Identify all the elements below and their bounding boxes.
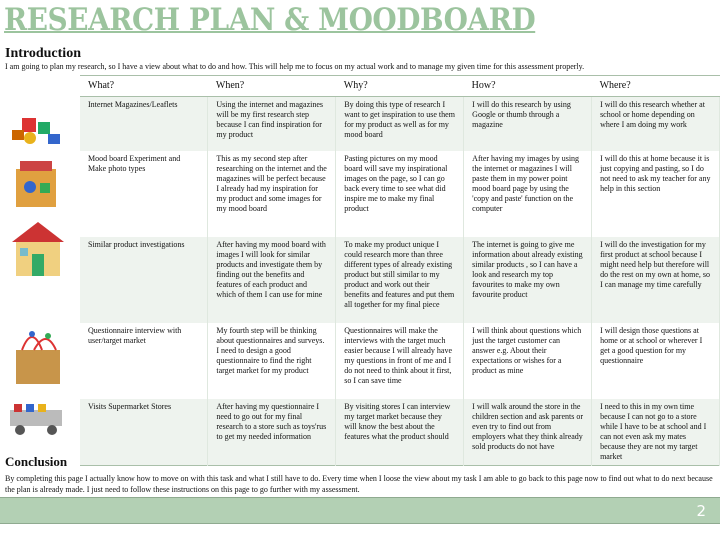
cell-why: By visiting stores I can interview my target market because they will know the best about the features what the product should: [336, 399, 464, 466]
cell-how: I will walk around the store in the children section and ask parents or even try to find out from employers what they think already sold products do not have: [464, 399, 592, 466]
cell-when: After having my questionnaire I need to go out for my final research to a store such as toys'rus to get my needed information: [208, 399, 336, 466]
page-title: RESEARCH PLAN & MOODBOARD: [4, 2, 536, 38]
page-number: 2: [696, 502, 706, 520]
cell-what: Similar product investigations: [80, 237, 208, 323]
table-row: [80, 237, 720, 323]
building-blocks-image: [2, 98, 74, 148]
cell-what: Internet Magazines/Leaflets: [80, 97, 208, 151]
table-row: [80, 151, 720, 237]
cell-how: I will think about questions which just the target customer can answer e.g. About their expectations or wishes for a product as mine: [464, 323, 592, 399]
cell-when: This as my second step after researching on the internet and the magazines will be perfect because I already had my inspiration for my product and some images for my mood board: [208, 151, 336, 237]
conclusion-heading: Conclusion: [5, 454, 70, 470]
cell-why: By doing this type of research I want to get inspiration to use them for my product as well as for my mood board: [336, 97, 464, 151]
introduction-heading: Introduction: [5, 46, 81, 61]
playhouse-image: [2, 218, 74, 280]
header-how: How?: [464, 76, 592, 97]
toy-wagon-image: [2, 398, 74, 438]
header-why: Why?: [336, 76, 464, 97]
cell-how: I will do this research by using Google or thumb through a magazine: [464, 97, 592, 151]
shape-sorter-image: [2, 155, 74, 215]
cell-why: To make my product unique I could research more than three different types of already existing product but still similar to my product and work out their benefits and features and put them all together for my final piece: [336, 237, 464, 323]
header-where: Where?: [592, 76, 720, 97]
table-row: [80, 399, 720, 466]
table-header-row: [80, 76, 720, 97]
introduction-text: I am going to plan my research, so I have a view about what to do and how. This will help me to focus on my actual work and to manage my given time for this assessment properly.: [5, 62, 585, 71]
cell-where: I need to this in my own time because I can not go to a store while I have to be at school and I can not even ask my mates because they are not my target market: [592, 399, 720, 466]
cell-why: Questionnaires will make the interviews with the target much easier because I will already have my questions in front of me and I do not need to think about it first, so I can save time: [336, 323, 464, 399]
cell-where: I will do this at home because it is just copying and pasting, so I do not need to ask my teacher for any help in this section: [592, 151, 720, 237]
cell-what: Visits Supermarket Stores: [80, 399, 208, 466]
cell-what: Questionnaire interview with user/target market: [80, 323, 208, 399]
cell-why: Pasting pictures on my mood board will save my inspirational images on the page, so I can go back every time to see what did inspire me to make my final product: [336, 151, 464, 237]
cell-how: The internet is going to give me information about already existing similar products , so I can have a look and research my top favourites to make my own favourite product: [464, 237, 592, 323]
cell-where: I will do the investigation for my first product at school because I might need help but therefore will do the rest on my own at home, so I can manage my time carefully: [592, 237, 720, 323]
footer-bar: [0, 497, 720, 524]
activity-cube-image: [2, 320, 74, 390]
cell-when: My fourth step will be thinking about questionnaires and surveys. I need to design a good questionnaire to find the right target market for my product: [208, 323, 336, 399]
research-plan-table: [80, 75, 720, 466]
cell-what: Mood board Experiment and Make photo types: [80, 151, 208, 237]
table-row: [80, 97, 720, 151]
conclusion-text: By completing this page I actually know how to move on with this task and what I still have to do. Every time when I loose the view about my task I am able to go back to this page now to find out what to do next because the plan is already made. I just need to follow these instructions on this page to go further with my assessment.: [5, 474, 713, 494]
cell-when: After having my mood board with images I will look for similar products and investigate them by finding out the benefits and features of each product and which of them I can use for mine: [208, 237, 336, 323]
cell-where: I will design those questions at home or at school or wherever I get a good question for my questionnaire: [592, 323, 720, 399]
cell-where: I will do this research whether at school or home depending on where I am doing my work: [592, 97, 720, 151]
table-row: [80, 323, 720, 399]
cell-how: After having my images by using the internet or magazines I will paste them in my power point mood board page by using the 'copy and paste' function on the computer: [464, 151, 592, 237]
header-when: When?: [208, 76, 336, 97]
header-what: What?: [80, 76, 208, 97]
cell-when: Using the internet and magazines will be my first research step because I can find inspiration for my product: [208, 97, 336, 151]
